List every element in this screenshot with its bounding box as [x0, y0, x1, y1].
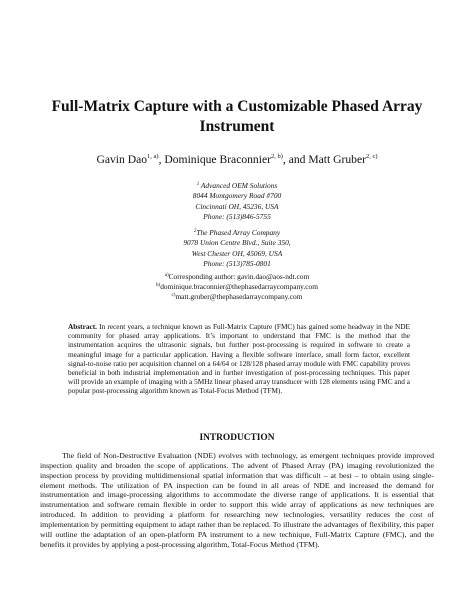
- affiliation-line: 9078 Union Centre Blvd., Suite 350,: [183, 238, 291, 248]
- email-text: Corresponding author: gavin.dao@aos-ndt.com: [168, 272, 310, 281]
- affiliation-line: [40, 181, 434, 191]
- email-text: matt.gruber@thephasedarraycompany.com: [175, 292, 303, 302]
- section-heading: INTRODUCTION: [199, 433, 275, 443]
- author-name: Gavin Dao: [96, 153, 148, 166]
- author-marks: 2, c): [365, 153, 378, 160]
- author-marks: 1, a): [147, 153, 159, 160]
- affiliation-line: West Chester OH, 45069, USA: [191, 248, 283, 258]
- affiliation-name: Advanced OEM Solutions: [200, 181, 278, 190]
- affiliation-2: [40, 228, 434, 269]
- email-line: [40, 292, 434, 302]
- paper-title-line-2: Instrument: [199, 118, 275, 135]
- affiliation-1: [40, 181, 434, 222]
- email-mark: c): [171, 293, 176, 299]
- author-name: Dominique Braconnier: [164, 153, 271, 166]
- author-name: Matt Gruber: [308, 153, 366, 166]
- abstract-text: In recent years, a technique known as Full-Matrix Capture (FMC) has gained some headway in the NDE community for phased array applications. It’s important to understand that FMC is the method that the instrumentation acquires the ultrasonic signals, but further post-processing is required in software to create a meaningful image for a particular application. Having a flexible software interface, small form factor, excellent signal-to-noise ratio per acquisition channel on a 64/64 or 128/128 phased array module with FMC capability proves beneficial in both industrial implementation and in further investigation of post-processing techniques. This paper will provide an example of imaging with a 5MHz linear phased array transducer with 128 elements using FMC and a popular post-processing algorithm known as Total-Focus Method (TFM).: [68, 322, 410, 396]
- affiliation-name: The Phased Array Company: [196, 228, 281, 237]
- affiliation-mark: 2: [193, 229, 197, 234]
- affiliation-line: 8044 Montgomery Road #700: [192, 191, 282, 201]
- affiliation-line: [40, 228, 434, 238]
- intro-paragraph: The field of Non-Destructive Evaluation (NDE) evolves with technology, as emergent techniques provide improved inspection quality and broaden the scope of applications. The advent of Phased Array (PA) imaging revolutionized the inspection process by providing multidimensional spatial information that was difficult – at best – to obtain using single-element methods. The utilization of PA inspection can be found in all areas of NDE and increased the demand for instrumentation and image-processing algorithms to accommodate the diverse range of applications. It is essential that instrumentation and software remain flexible in order to support this wide array of applications as new techniques are introduced. In addition to providing a platform for researching new technologies, versatility reduces the cost of implementation by permitting equipment to adapt rather than be replaced. To illustrate the advantages of flexibility, this paper will outline the adaptation of an open-platform PA instrument to a new technique, Full-Matrix Capture (FMC), and the benefits it provides by applying a post-processing algorithm, Total-Focus Method (TFM).: [40, 451, 434, 549]
- affiliation-line: Cincinnati OH, 45236, USA: [195, 201, 279, 211]
- author-marks: 2, b): [270, 153, 283, 160]
- paper-title-line-1: Full-Matrix Capture with a Customizable Phased Array: [51, 98, 423, 115]
- author-separator: ,: [158, 153, 165, 166]
- email-mark: b): [156, 283, 161, 289]
- email-line: [40, 272, 434, 282]
- email-text: dominique.braconnier@thephasedarraycompany.com: [160, 282, 318, 292]
- abstract: [68, 322, 410, 396]
- affiliation-line: Phone: (513)846-5755: [203, 211, 271, 221]
- affiliation-line: Phone: (513)785-0801: [203, 258, 271, 268]
- email-mark: a): [164, 273, 169, 278]
- email-line: [40, 282, 434, 292]
- author-separator: , and: [282, 153, 309, 166]
- author-emails: [40, 272, 434, 303]
- affiliation-mark: 1: [196, 182, 200, 187]
- author-list: [40, 153, 434, 167]
- abstract-label: Abstract.: [68, 322, 97, 331]
